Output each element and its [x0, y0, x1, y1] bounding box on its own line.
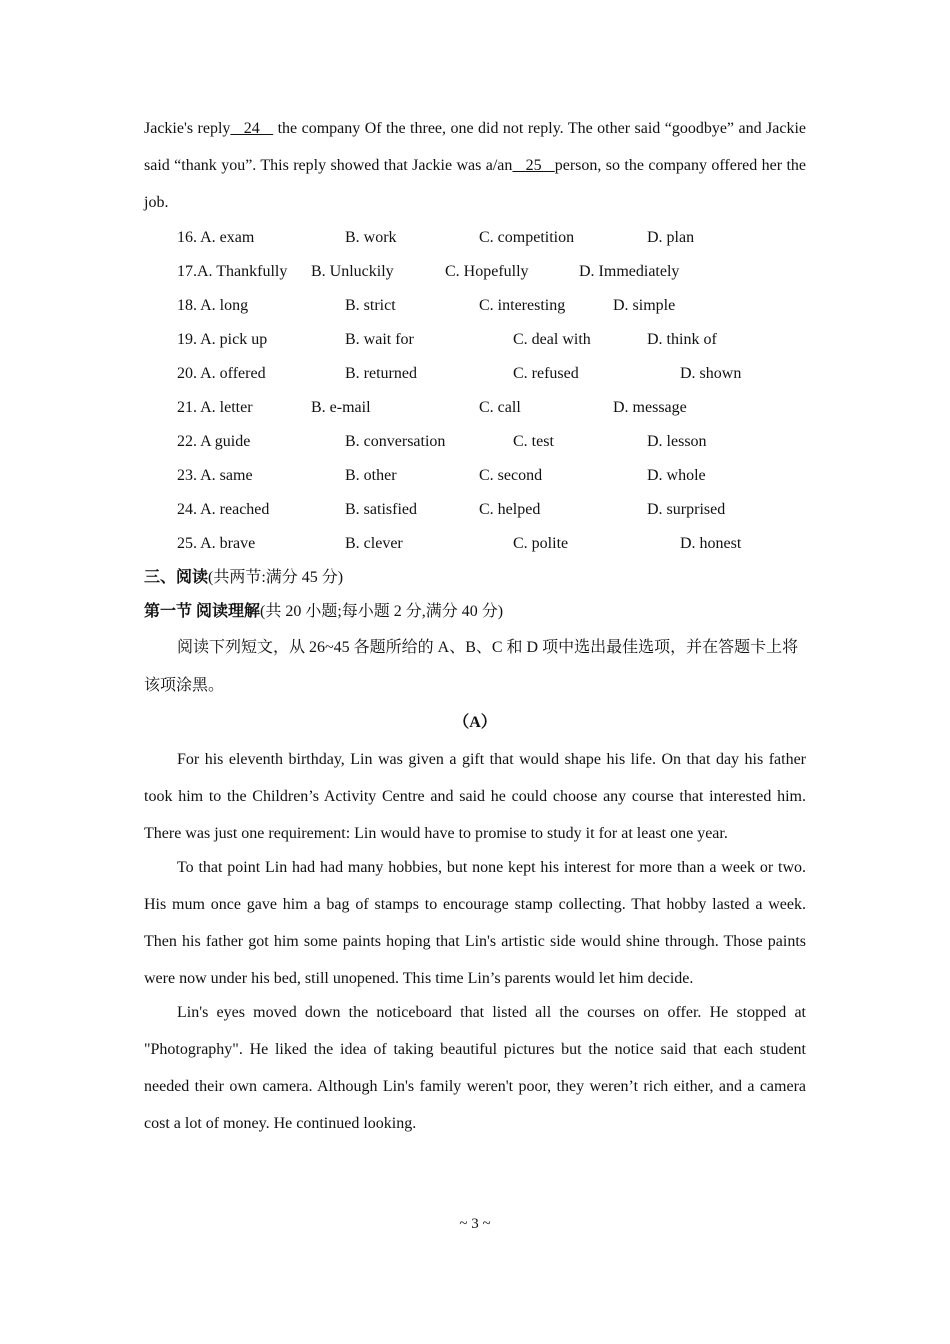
- text-segment: person, so the company offered her the job.: [144, 157, 807, 211]
- section-title: 三、阅读: [144, 569, 209, 586]
- text-segment: the company Of the three, one did not reply. The other said “goodbye”: [273, 120, 735, 137]
- option-b: B. satisfied: [345, 501, 417, 518]
- option-d: D. whole: [647, 467, 706, 484]
- text-segment: and Jackie said “thank you”. This reply showed that Jackie was a/an: [144, 120, 807, 174]
- passage-paragraph-2: To that point Lin had had many hobbies, but none kept his interest for more than a week or two. His mum once gave him a bag of stamps to encourage stamp collecting. That hobby lasted a week. Then his father got him some paints hoping that Lin's artistic side would shine through. Those paints were now under his bed, still unopened. This time Lin’s parents would let him decide.: [144, 859, 806, 987]
- option-c: C. polite: [513, 535, 569, 552]
- option-d: D. surprised: [647, 501, 726, 518]
- option-d: D. plan: [647, 229, 695, 246]
- option-c: C. call: [479, 399, 521, 416]
- option-b: B. wait for: [345, 331, 414, 348]
- option-b: B. returned: [345, 365, 417, 382]
- option-c: C. refused: [513, 365, 579, 382]
- blank-24: 24: [230, 120, 274, 137]
- cloze-passage-end: [144, 110, 806, 221]
- option-row-23: [144, 459, 806, 493]
- option-a: 16. A. exam: [177, 229, 255, 246]
- section-heading: [144, 561, 806, 595]
- option-c: C. competition: [479, 229, 575, 246]
- section-score: (共两节:满分 45 分): [208, 569, 344, 586]
- option-row-16: [144, 221, 806, 255]
- option-a: 21. A. letter: [177, 399, 253, 416]
- option-row-17: [144, 255, 806, 289]
- option-d: D. shown: [680, 365, 742, 382]
- text-segment: Jackie's reply: [144, 120, 231, 137]
- option-b: B. conversation: [345, 433, 446, 450]
- option-b: B. other: [345, 467, 397, 484]
- part-score: (共 20 小题;每小题 2 分,满分 40 分): [260, 603, 504, 620]
- option-a: 24. A. reached: [177, 501, 270, 518]
- option-d: D. Immediately: [579, 263, 680, 280]
- option-row-25: [144, 527, 806, 561]
- option-b: B. clever: [345, 535, 403, 552]
- option-a: 22. A guide: [177, 433, 251, 450]
- option-row-21: [144, 391, 806, 425]
- passage-paragraph-3: Lin's eyes moved down the noticeboard that listed all the courses on offer. He stopped at "Photography". He liked the idea of taking beautiful pictures but the notice said that each student needed their own camera. Although Lin's family weren't poor, they weren’t rich either, and a camera cost a lot of money. He continued looking.: [144, 1004, 806, 1132]
- option-a: 20. A. offered: [177, 365, 266, 382]
- option-b: B. strict: [345, 297, 396, 314]
- document-page: [144, 110, 806, 1142]
- option-c: C. helped: [479, 501, 541, 518]
- option-a: 17.A. Thankfully: [177, 263, 288, 280]
- option-c: C. Hopefully: [445, 263, 529, 280]
- option-a: 23. A. same: [177, 467, 253, 484]
- option-a: 25. A. brave: [177, 535, 256, 552]
- option-row-20: [144, 357, 806, 391]
- option-row-18: [144, 289, 806, 323]
- option-c: C. second: [479, 467, 543, 484]
- instructions: 阅读下列短文，从 26~45 各题所给的 A、B、C 和 D 项中选出最佳选项，并在答题卡上将该项涂黑。: [144, 639, 799, 694]
- option-b: B. e-mail: [311, 399, 371, 416]
- option-d: D. simple: [613, 297, 676, 314]
- part-heading: [144, 595, 806, 629]
- options-list: [144, 221, 806, 561]
- option-row-19: [144, 323, 806, 357]
- option-b: B. work: [345, 229, 397, 246]
- option-a: 19. A. pick up: [177, 331, 268, 348]
- option-row-22: [144, 425, 806, 459]
- option-d: D. message: [613, 399, 687, 416]
- option-c: C. deal with: [513, 331, 591, 348]
- passage-paragraph-1: For his eleventh birthday, Lin was given a gift that would shape his life. On that day his father took him to the Children’s Activity Centre and said he could choose any course that interested him. There was just one requirement: Lin would have to promise to study it for at least one year.: [144, 751, 806, 842]
- option-d: D. lesson: [647, 433, 707, 450]
- option-c: C. test: [513, 433, 554, 450]
- option-b: B. Unluckily: [311, 263, 394, 280]
- page-number: ~ 3 ~: [459, 1216, 491, 1232]
- passage-label: （A）: [453, 714, 497, 731]
- option-row-24: [144, 493, 806, 527]
- option-c: C. interesting: [479, 297, 566, 314]
- option-d: D. honest: [680, 535, 742, 552]
- option-a: 18. A. long: [177, 297, 249, 314]
- part-title: 第一节 阅读理解: [144, 603, 261, 620]
- option-d: D. think of: [647, 331, 717, 348]
- blank-25: 25: [512, 157, 555, 174]
